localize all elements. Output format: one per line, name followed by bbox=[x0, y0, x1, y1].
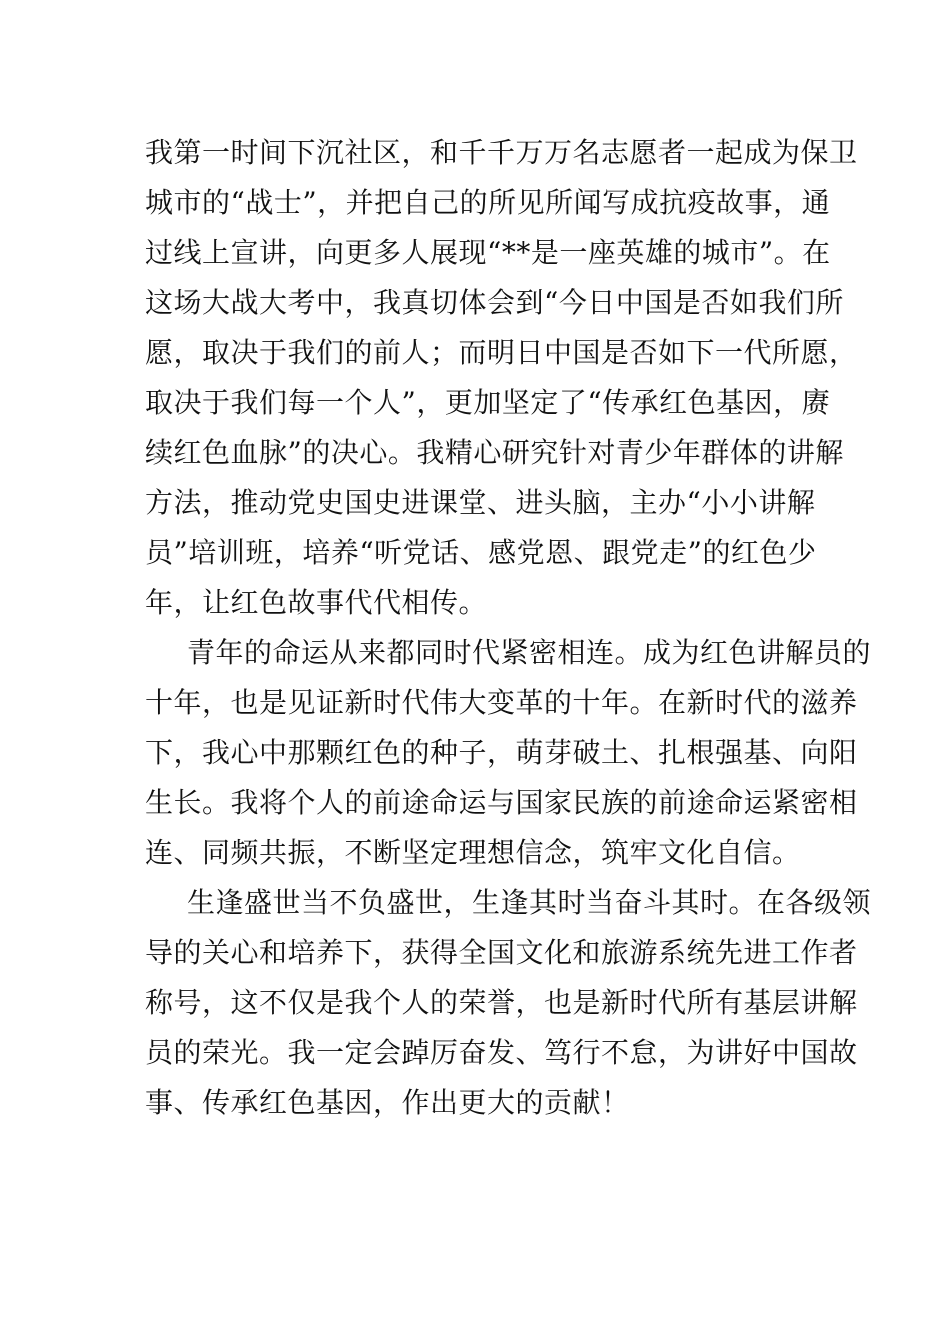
text-line: 称号，这不仅是我个人的荣誉，也是新时代所有基层讲解 bbox=[145, 986, 858, 1019]
text-line: 事、传承红色基因，作出更大的贡献！ bbox=[145, 1086, 630, 1119]
text-line: 十年，也是见证新时代伟大变革的十年。在新时代的滋养 bbox=[145, 686, 858, 719]
text-line: 这场大战大考中，我真切体会到“今日中国是否如我们所 bbox=[145, 286, 844, 319]
paragraph-first-line: 生逢盛世当不负盛世，生逢其时当奋斗其时。在各级领 bbox=[187, 886, 872, 919]
text-line: 生长。我将个人的前途命运与国家民族的前途命运紧密相 bbox=[145, 786, 858, 819]
text-line: 城市的“战士”，并把自己的所见所闻写成抗疫故事，通 bbox=[145, 186, 831, 219]
text-line: 员”培训班，培养“听党话、感党恩、跟党走”的红色少 bbox=[145, 536, 817, 569]
text-line: 员的荣光。我一定会踔厉奋发、笃行不怠，为讲好中国故 bbox=[145, 1036, 858, 1069]
text-line: 连、同频共振，不断坚定理想信念，筑牢文化自信。 bbox=[145, 836, 801, 869]
text-line: 我第一时间下沉社区，和千千万万名志愿者一起成为保卫 bbox=[145, 136, 858, 169]
text-line: 过线上宣讲，向更多人展现“**是一座英雄的城市”。在 bbox=[145, 236, 831, 269]
text-line: 导的关心和培养下，获得全国文化和旅游系统先进工作者 bbox=[145, 936, 858, 969]
text-line: 愿，取决于我们的前人；而明日中国是否如下一代所愿， bbox=[145, 336, 858, 369]
text-line: 下，我心中那颗红色的种子，萌芽破土、扎根强基、向阳 bbox=[145, 736, 858, 769]
text-line: 年，让红色故事代代相传。 bbox=[145, 586, 488, 619]
text-line: 续红色血脉”的决心。我精心研究针对青少年群体的讲解 bbox=[145, 436, 844, 469]
text-line: 方法，推动党史国史进课堂、进头脑，主办“小小讲解 bbox=[145, 486, 816, 519]
text-line: 取决于我们每一个人”，更加坚定了“传承红色基因，赓 bbox=[145, 386, 831, 419]
paragraph-first-line: 青年的命运从来都同时代紧密相连。成为红色讲解员的 bbox=[187, 636, 872, 669]
